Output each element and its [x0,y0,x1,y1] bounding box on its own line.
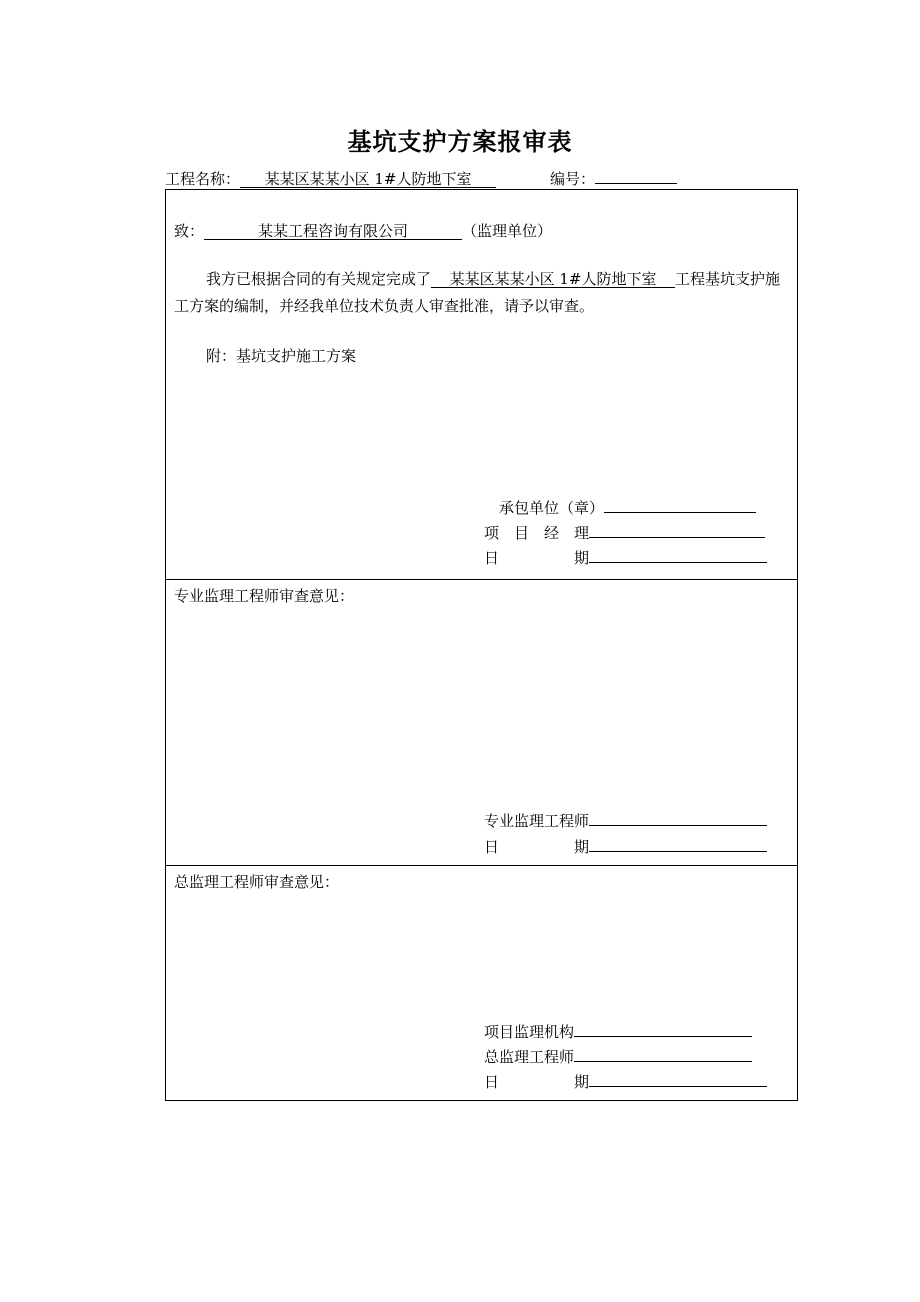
section2-date-field[interactable] [589,836,767,852]
chief-review-heading: 总监理工程师审查意见： [174,873,340,891]
submission-text-pre: 我方已根据合同的有关规定完成了 [206,270,432,288]
section3-date-field[interactable] [589,1071,767,1087]
addressee-label: 致： [174,222,205,240]
section3-date-label: 日 期 [484,1073,590,1091]
chief-signature-field[interactable] [574,1046,752,1062]
section-divider-2 [166,865,797,866]
project-name-field[interactable] [240,171,496,188]
engineer-label: 专业监理工程师 [484,812,590,830]
project-name-label: 工程名称： [165,170,241,188]
project-name-row [165,168,496,189]
contractor-signature-field[interactable] [604,497,756,513]
number-label: 编号： [550,170,596,188]
project-name-value: 某某区某某小区 1#人防地下室 [264,170,472,188]
org-label: 项目监理机构 [484,1023,575,1041]
org-signature-field[interactable] [574,1021,752,1037]
submission-project-field[interactable] [431,271,675,288]
pm-label: 项 目 经 理 [484,524,590,542]
chief-signature-row [484,1046,752,1067]
pm-signature-row [484,522,765,543]
section1-date-label: 日 期 [484,549,590,567]
review-form [165,189,798,1101]
org-signature-row [484,1021,752,1042]
addressee-suffix: （监理单位） [462,222,553,240]
section1-date-row [484,547,767,568]
number-row [550,168,677,189]
contractor-label: 承包单位（章） [499,499,605,517]
section2-date-label: 日 期 [484,838,590,856]
section2-date-row [484,836,767,857]
submission-project-value: 某某区某某小区 1#人防地下室 [449,270,657,288]
engineer-signature-row [484,810,767,831]
engineer-signature-field[interactable] [589,810,767,826]
chief-label: 总监理工程师 [484,1048,575,1066]
submission-text-post: 工程基坑支护施工方案的编制，并经我单位技术负责人审查批准，请予以审查。 [174,270,781,315]
addressee-row [174,220,552,241]
section1-date-field[interactable] [589,547,767,563]
pm-signature-field[interactable] [589,522,765,538]
submission-paragraph [174,266,794,320]
contractor-signature-row [499,497,756,518]
section-divider-1 [166,579,797,580]
section3-date-row [484,1071,767,1092]
attachment-note: 附：基坑支护施工方案 [206,347,357,365]
number-field[interactable] [595,183,677,184]
addressee-value: 某某工程咨询有限公司 [258,222,409,240]
engineer-review-heading: 专业监理工程师审查意见： [174,587,355,605]
page-title: 基坑支护方案报审表 [347,127,573,156]
addressee-field[interactable] [204,223,462,240]
